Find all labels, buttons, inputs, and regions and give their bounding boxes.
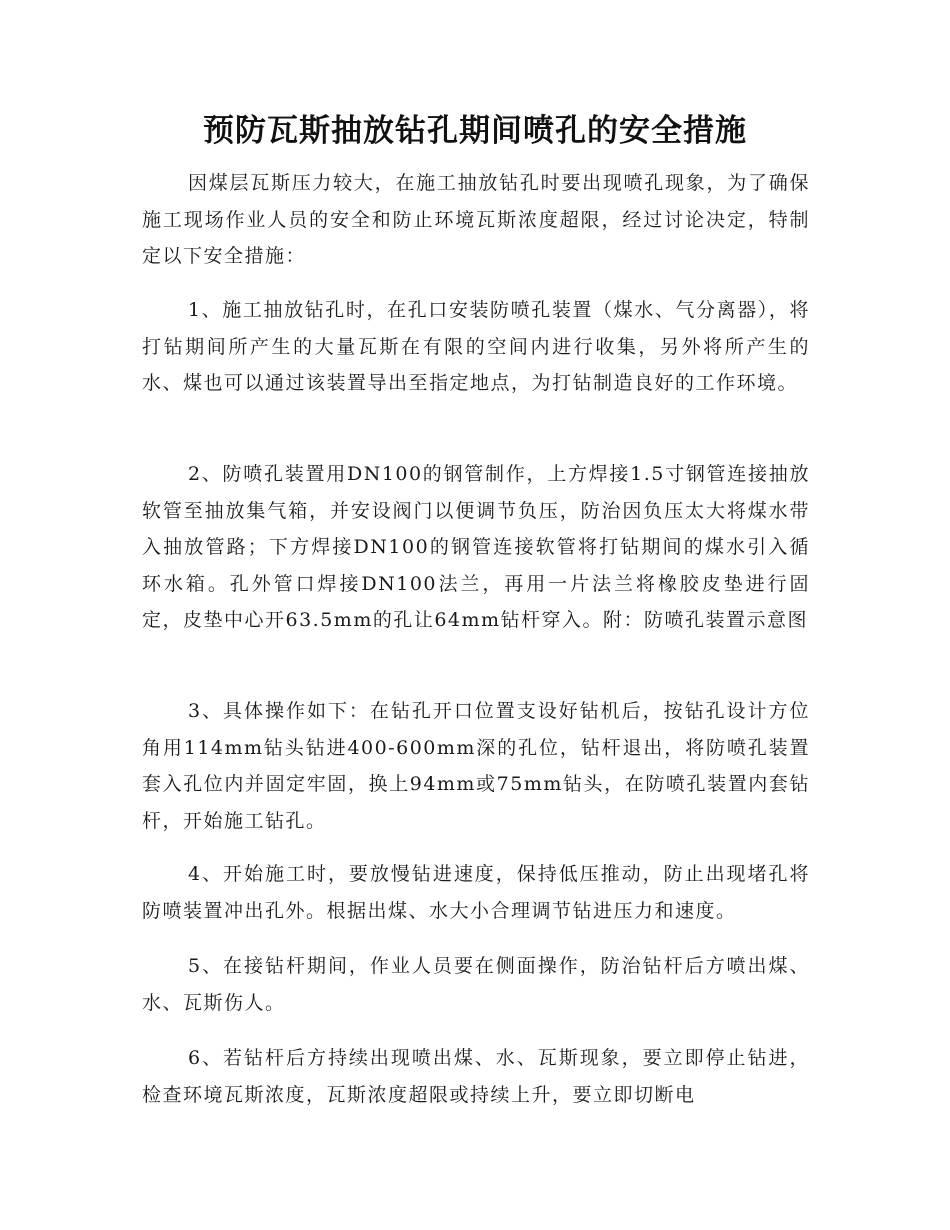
measure-paragraph-4: 4、开始施工时，要放慢钻进速度，保持低压推动，防止出现堵孔将防喷装置冲出孔外。根据出煤、水大小合理调节钻进压力和速度。 [142, 863, 810, 922]
intro-paragraph: 因煤层瓦斯压力较大，在施工抽放钻孔时要出现喷孔现象，为了确保施工现场作业人员的安全和防止环境瓦斯浓度超限，经过讨论决定，特制定以下安全措施： [142, 172, 810, 267]
measure-paragraph-6: 6、若钻杆后方持续出现喷出煤、水、瓦斯现象，要立即停止钻进，检查环境瓦斯浓度，瓦斯浓度超限或持续上升，要立即切断电 [142, 1047, 810, 1106]
measure-paragraph-3: 3、具体操作如下：在钻孔开口位置支设好钻机后，按钻孔设计方位角用114mm钻头钻进400-600mm深的孔位，钻杆退出，将防喷孔装置套入孔位内并固定牢固，换上94mm或75mm钻头，在防喷孔装置内套钻杆，开始施工钻孔。 [142, 700, 810, 832]
document-title: 预防瓦斯抽放钻孔期间喷孔的安全措施 [203, 113, 747, 149]
measure-paragraph-2: 2、防喷孔装置用DN100的钢管制作，上方焊接1.5寸钢管连接抽放软管至抽放集气箱，并安设阀门以便调节负压，防治因负压太大将煤水带入抽放管路；下方焊接DN100的钢管连接软管将打钻期间的煤水引入循环水箱。孔外管口焊接DN100法兰，再用一片法兰将橡胶皮垫进行固定，皮垫中心开63.5mm的孔让64mm钻杆穿入。附：防喷孔装置示意图 [142, 463, 810, 631]
measure-paragraph-5: 5、在接钻杆期间，作业人员要在侧面操作，防治钻杆后方喷出煤、水、瓦斯伤人。 [142, 955, 810, 1014]
measure-paragraph-1: 1、施工抽放钻孔时，在孔口安装防喷孔装置（煤水、气分离器），将打钻期间所产生的大量瓦斯在有限的空间内进行收集，另外将所产生的水、煤也可以通过该装置导出至指定地点，为打钻制造良好的工作环境。 [142, 299, 810, 394]
